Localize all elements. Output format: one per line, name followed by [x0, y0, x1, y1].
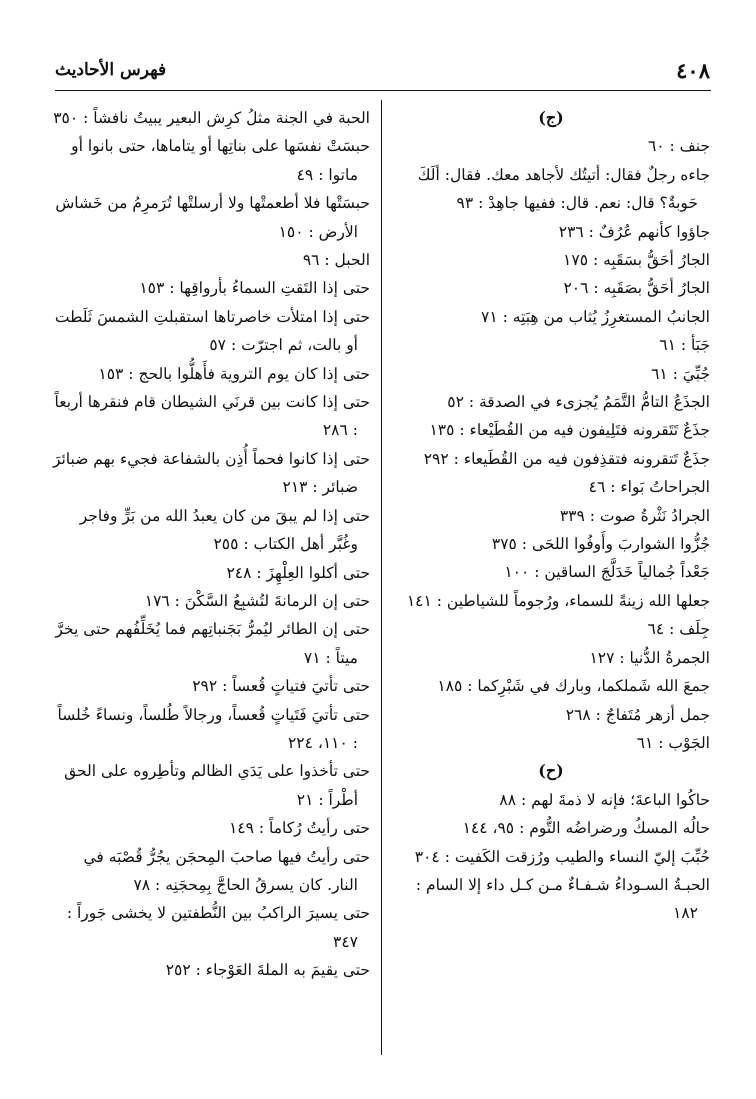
index-entry: حتى إذا لم يبقَ من كان يعبدُ الله من بَرٍّ وفاجر وغُبَّر أهل الكتاب : ٢٥٥: [79, 506, 370, 554]
index-entry: جاؤوا كأنهم عُرُفٌ : ٢٣٦: [558, 222, 710, 241]
index-entry: الجرادُ نَثْرةُ صوت : ٣٣٩: [559, 506, 710, 525]
index-entry: حتى رأيتُ رُكاماً : ١٤٩: [228, 819, 370, 838]
index-entry: الحبـةُ السـوداءُ شـفـاءٌ مـن كـل داء إلا السام : ١٨٢: [415, 875, 710, 923]
page-header: [55, 58, 710, 88]
index-entry: جَعْداً جُمالياً خَدَلَّجَ الساقين : ١٠٠: [504, 563, 710, 582]
index-entry: جاءه رجلٌ فقال: أتيتُك لأجاهد معك. فقال: ألَكَ حَوبةٌ؟ قال: نعم. قال: ففيها جاهِدْ : ٩٣: [417, 165, 710, 213]
index-entry: حتى تأخذوا على يَدَي الظالم وتأطِروه على الحق أطْراً : ٢١: [64, 762, 370, 809]
index-entry: جعلها الله زينةً للسماء، ورُجوماً للشياطين : ١٤١: [406, 591, 710, 610]
index-entry: حتى إذا كانت بين قرنَي الشيطان قام فنقرها أربعاً : ٢٨٦: [54, 393, 370, 440]
index-entry: الجارُ أحَقُّ بسَقَبِه : ١٧٥: [563, 251, 710, 270]
index-entry: حتى تأتيَ فتياتٍ قُعساً : ٢٩٢: [192, 677, 370, 696]
index-entry: حبسَتْ نفسَها على بناتِها أو يتاماها، حتى بانوا أو ماتوا : ٤٩: [71, 137, 370, 184]
index-entry: جذَعٌ تَتقرونه فتقذِفون فيه من القُطَيعاء : ٢٩٢: [423, 449, 710, 468]
index-entry: حتى يقيمَ به الملةَ العَوْجاء : ٢٥٢: [165, 961, 370, 980]
index-entry: الجراحاتُ بَواء : ٤٦: [588, 478, 710, 497]
index-entry: جُبِّيَ : ٦١: [651, 364, 710, 383]
section-letter-heading: (ج): [538, 108, 564, 127]
index-entry: الجانبُ المستغرِزُ يُثاب من هِبَتِه : ٧١: [481, 307, 710, 326]
index-entry: جُزُّوا الشواربَ وأَوفُوا اللحَى : ٣٧٥: [491, 535, 710, 554]
index-entry: حتى إذا امتلأت خاصرتاها استقبلتِ الشمسَ ثَلَطت أو بالت، ثم اجترّت : ٥٧: [54, 307, 370, 355]
index-entry: جمل أزهر مُتَفاجٌ : ٢٦٨: [565, 705, 710, 724]
running-title: فهرس الأحاديث: [55, 60, 167, 80]
index-entry: حُبِّبَ إليّ النساء والطيب ورُزقت الكَفيت : ٣٠٤: [414, 847, 710, 866]
header-rule: [55, 90, 711, 91]
index-entry: حتى إذا التَقتِ السماءُ بأرواقِها : ١٥٣: [139, 279, 370, 298]
index-entry: حاكُوا الباعةَ؛ فإنه لا ذمةَ لهم : ٨٨: [499, 790, 710, 809]
index-entry: حتى إذا كانوا فحماً أُذِن بالشفاعة فجيء بهم ضبائرَ ضبائر : ٢١٣: [52, 449, 370, 497]
left-column: [52, 104, 370, 985]
index-entry: الحبة في الجنة مثلُ كرِش البعير يبيتُ نافشاً : ٣٥٠: [53, 109, 370, 127]
index-entry: حتى تأتيَ فَتَياتٍ قُعساً، ورجالاً طُلساً، ونساءً خُلساً : ١١٠، ٢٢٤: [57, 705, 370, 752]
index-entry: جِلَف : ٦٤: [647, 620, 710, 639]
index-entry: جمعَ الله شَملكما، وبارك في شَبْرِكما : ١٨٥: [437, 677, 710, 696]
index-entry: جنف : ٦٠: [647, 137, 710, 156]
index-entry: حتى أكلوا العِلْهِزَ : ٢٤٨: [226, 563, 370, 582]
index-entry: حالُه المسكُ ورضراضُه التُّوم : ٩٥، ١٤٤: [462, 819, 710, 838]
index-entry: جَبَأ : ٦١: [659, 336, 710, 355]
index-entry: حتى يسيرَ الراكبُ بين النُّطفتين لا يخشى جَوراً : ٣٤٧: [66, 904, 370, 951]
column-divider: [381, 100, 382, 1055]
index-entry: الجَوْب : ٦١: [636, 733, 710, 752]
page-number: ٤٠٨: [676, 58, 710, 83]
index-entry: الحبل : ٩٦: [302, 251, 370, 270]
index-entry: الجذَعُ التامُّ التَّمَمُ يُجزىء في الصدقة : ٥٢: [447, 393, 710, 412]
index-entry: حتى إذا كان يوم التروية فأَهلُّوا بالحج : ١٥٣: [98, 364, 370, 383]
index-entry: الجارُ أحَقُّ بصَقَبِه : ٢٠٦: [563, 279, 710, 298]
index-entry: حتى إن الرمانةَ لتُشبِعُ السَّكْنَ : ١٧٦: [144, 591, 370, 610]
index-entry: جذَعٌ تَتَقرونه فتَلِيفون فيه من القُطَيْعاء : ١٣٥: [429, 421, 710, 440]
right-column: [392, 104, 710, 928]
section-letter-heading: (ح): [538, 761, 564, 781]
index-entry: حتى رأيتُ فيها صاحبَ المِحجَن يجُرُّ قُصْبَه في النار. كان يسرقُ الحاجَّ بِمِحجَنِه : ٧٨: [83, 847, 370, 894]
index-entry: الجمرةُ الدُّنيا : ١٢٧: [589, 648, 710, 667]
index-entry: حبسَتْها فلا أطعمتْها ولا أرسلتْها تُرَمرِمُ من خَشاش الأرض : ١٥٠: [55, 194, 370, 241]
index-entry: حتى إن الطائر ليُمرُّ بَجَنباتِهم فما يُخَلِّفُهم حتى يخرَّ ميتاً : ٧١: [55, 620, 370, 667]
